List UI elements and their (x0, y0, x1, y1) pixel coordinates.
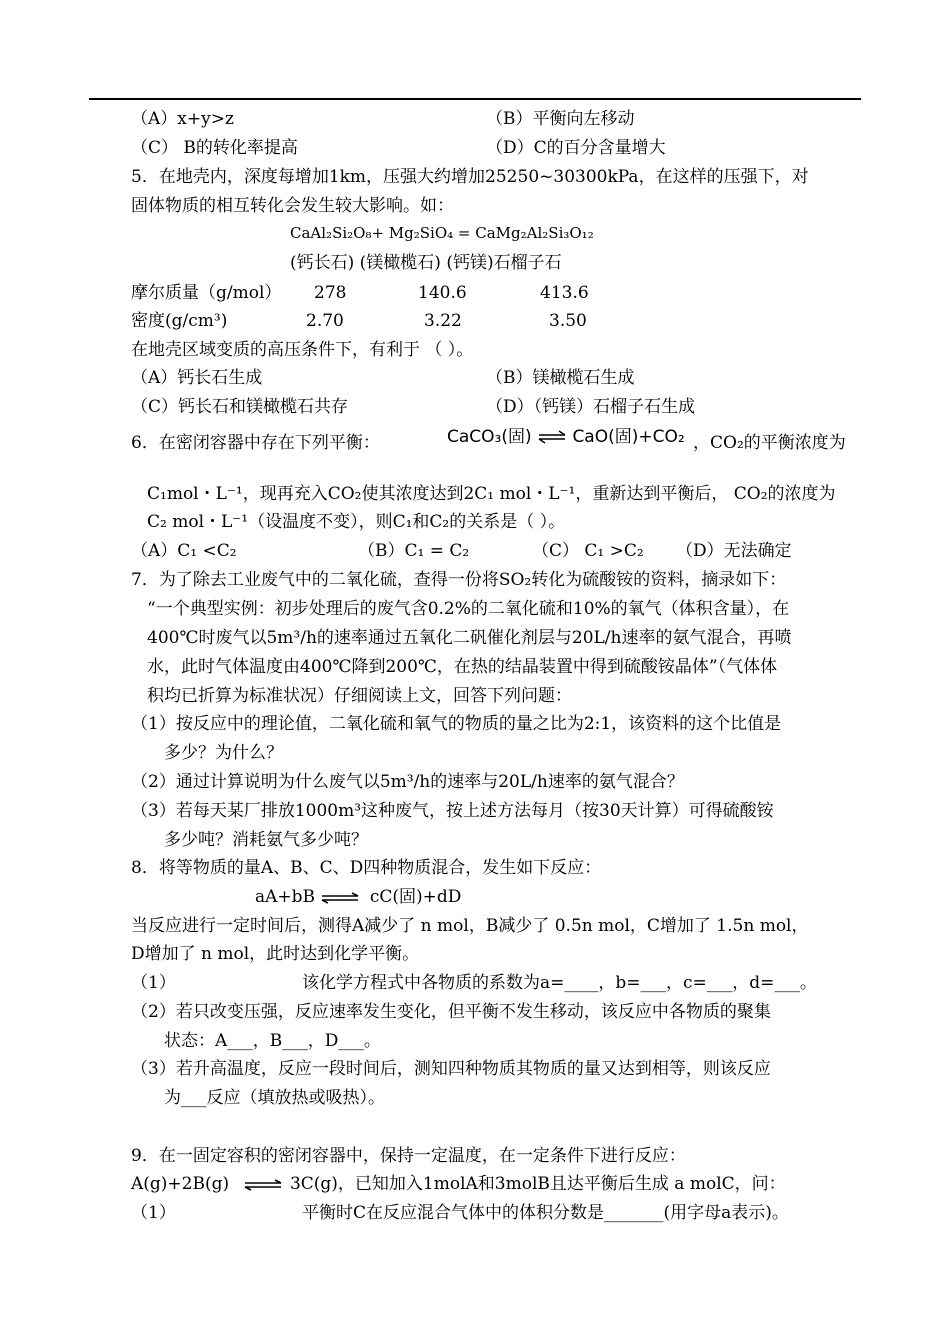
q9-line-2-rest: 3C(g)，已知加入1molA和3molB且达平衡后生成 a molC，问： (289, 1174, 786, 1194)
q5-option-d: （D）（钙镁）石榴子石生成 (486, 397, 696, 417)
q6-tail: ，CO₂的平衡浓度为 (693, 433, 846, 453)
q6-option-d: （D）无法确定 (676, 541, 792, 561)
q6-option-c: （C） C₁ >C₂ (532, 541, 644, 561)
q8-sub-2b: 状态：A___，B___，D___。 (164, 1031, 381, 1051)
equilibrium-arrow-icon (243, 1179, 283, 1191)
q8-line-3: D增加了 n mol，此时达到化学平衡。 (131, 944, 420, 964)
q9-sub-1-text: 平衡时C在反应混合气体中的体积分数是_______(用字母a表示)。 (302, 1203, 789, 1223)
q5-molar-label: 摩尔质量（g/mol） (131, 283, 282, 303)
q5-line-1: 5．在地壳内，深度每增加1km，压强大约增加25250~30300kPa，在这样的压强下，对 (131, 167, 809, 187)
q8-line-1: 8．将等物质的量A、B、C、D四种物质混合，发生如下反应： (131, 858, 602, 878)
q9-sub-1-number: （1） (131, 1203, 176, 1223)
q8-eq-left: aA+bB (255, 887, 316, 907)
q5-density-value: 3.22 (424, 311, 462, 331)
q4-option-c: （C） B的转化率提高 (131, 138, 298, 158)
q7-sub-3b: 多少吨？消耗氨气多少吨？ (164, 830, 368, 850)
q5-equation: CaAl₂Si₂O₈+ Mg₂SiO₄ = CaMg₂Al₂Si₃O₁₂ (290, 224, 594, 242)
q8-sub-1-text: 该化学方程式中各物质的系数为a=____，b=___，c=___，d=___。 (302, 973, 817, 993)
q7-line-2: “一个典型实例：初步处理后的废气含0.2%的二氧化硫和10%的氧气（体积含量），在 (147, 599, 790, 619)
q5-molar-value: 140.6 (418, 283, 467, 303)
q7-sub-2: （2）通过计算说明为什么废气以5m³/h的速率与20L/h速率的氨气混合？ (131, 772, 684, 792)
q8-line-2: 当反应进行一定时间后，测得A减少了 n mol，B减少了 0.5n mol，C增加了 1.5n mol， (131, 916, 809, 936)
q5-option-a: （A）钙长石生成 (131, 368, 263, 388)
q6-eq-right: CaO(固)+CO₂ (572, 427, 685, 447)
q5-density-value: 3.50 (549, 311, 587, 331)
q9-eq-left: A(g)+2B(g) (131, 1174, 230, 1194)
q7-sub-1a: （1）按反应中的理论值，二氧化硫和氧气的物质的量之比为2:1，该资料的这个比值是 (131, 714, 782, 734)
q7-sub-1b: 多少？为什么？ (164, 743, 283, 763)
q7-line-4: 水，此时气体温度由400℃降到200℃，在热的结晶装置中得到硫酸铵晶体”（气体体 (147, 657, 778, 677)
q4-option-a: （A）x+y>z (131, 109, 234, 129)
header-rule (89, 98, 861, 100)
q6-option-b: （B）C₁ = C₂ (358, 541, 470, 561)
q8-sub-1-number: （1） (131, 973, 176, 993)
q8-eq-right: cC(固)+dD (369, 887, 462, 907)
q7-line-5: 积均已折算为标准状况）仔细阅读上文，回答下列问题： (147, 686, 572, 706)
q6-line-3: C₂ mol・L⁻¹（设温度不变），则C₁和C₂的关系是（ ）。 (147, 512, 566, 532)
q8-sub-3b: 为___反应（填放热或吸热）。 (164, 1088, 385, 1108)
q7-line-1: 7．为了除去工业废气中的二氧化硫，查得一份将SO₂转化为硫酸铵的资料，摘录如下： (131, 570, 787, 590)
q9-line-1: 9．在一固定容积的密闭容器中，保持一定温度，在一定条件下进行反应： (131, 1146, 686, 1166)
q5-molar-value: 413.6 (540, 283, 589, 303)
q8-equation (255, 889, 461, 906)
equilibrium-arrow-icon (537, 430, 567, 444)
equilibrium-arrow-icon (320, 892, 360, 904)
q5-density-value: 2.70 (306, 311, 344, 331)
q4-option-d: （D）C的百分含量增大 (486, 138, 666, 158)
q6-line-2: C₁mol・L⁻¹，现再充入CO₂使其浓度达到2C₁ mol・L⁻¹，重新达到平衡后， CO₂的浓度为 (147, 484, 836, 504)
q5-line-2: 固体物质的相互转化会发生较大影响。如： (131, 196, 454, 216)
q8-sub-2a: （2）若只改变压强，反应速率发生变化，但平衡不发生移动，该反应中各物质的聚集 (131, 1002, 771, 1022)
q7-line-3: 400℃时废气以5m³/h的速率通过五氧化二矾催化剂层与20L/h速率的氨气混合，再喷 (147, 628, 792, 648)
q5-question: 在地壳区域变质的高压条件下，有利于 （ ）。 (131, 340, 474, 360)
q5-option-b: （B）镁橄榄石生成 (486, 368, 635, 388)
q9-line-2 (131, 1176, 786, 1193)
q6-option-a: （A）C₁ <C₂ (131, 541, 237, 561)
q7-sub-3a: （3）若每天某厂排放1000m³这种废气，按上述方法每月（按30天计算）可得硫酸铵 (131, 801, 774, 821)
q6-eq-left: CaCO₃(固) (447, 427, 532, 447)
q5-molar-value: 278 (314, 283, 347, 303)
q4-option-b: （B）平衡向左移动 (486, 109, 635, 129)
q6-lead: 6．在密闭容器中存在下列平衡： (131, 433, 380, 453)
q5-mineral-names: (钙长石) (镁橄榄石) (钙镁)石榴子石 (290, 253, 562, 273)
q8-sub-3a: （3）若升高温度，反应一段时间后，测知四种物质其物质的量又达到相等，则该反应 (131, 1059, 771, 1079)
q5-density-label: 密度(g/cm³) (131, 311, 228, 331)
q5-option-c: （C）钙长石和镁橄榄石共存 (131, 397, 349, 417)
q6-equation (447, 429, 685, 446)
